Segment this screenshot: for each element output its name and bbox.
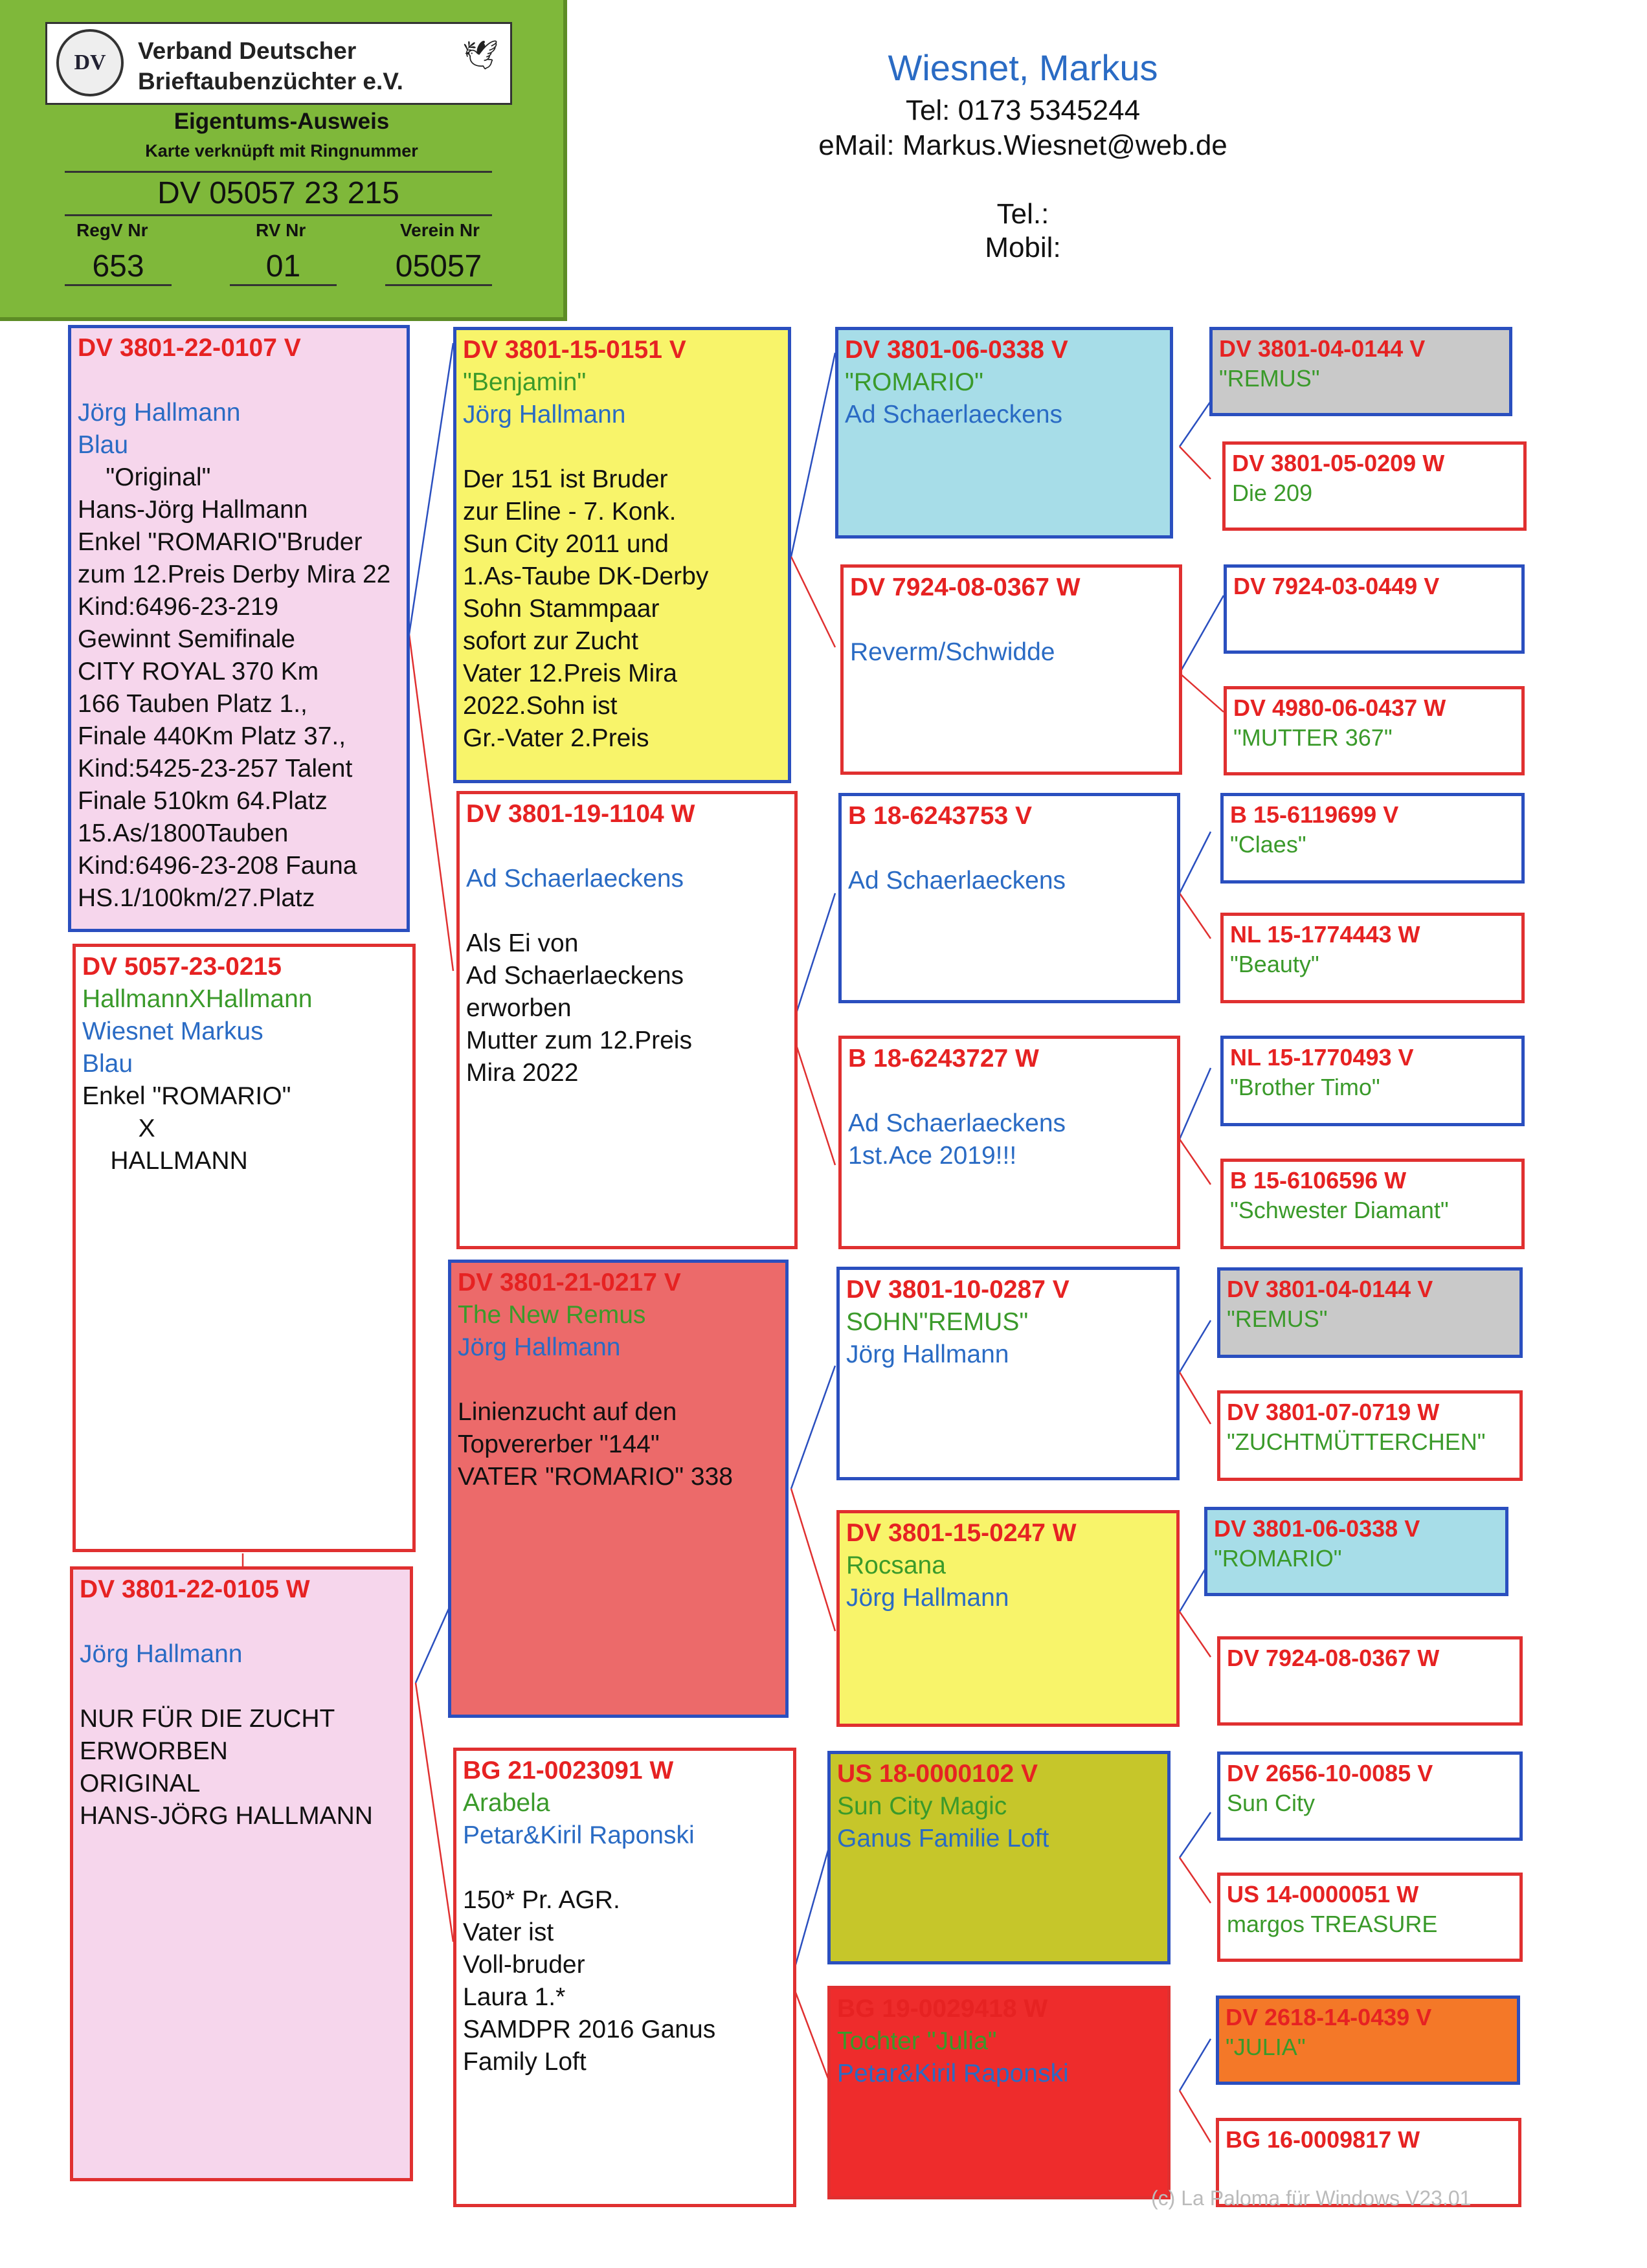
breeder: Jörg Hallmann bbox=[846, 1584, 1009, 1612]
ring-number: DV 3801-06-0338 V bbox=[1214, 1515, 1420, 1542]
ring-number: DV 3801-19-1104 W bbox=[466, 800, 695, 828]
ring-number: DV 3801-05-0209 W bbox=[1232, 450, 1445, 476]
gen3-box bbox=[1217, 1390, 1523, 1481]
breeder: Ad Schaerlaeckens bbox=[466, 865, 684, 893]
gen2-box bbox=[827, 1986, 1171, 2199]
note-line: Sun City 2011 und bbox=[463, 530, 669, 558]
note-line: ORIGINAL bbox=[80, 1770, 201, 1797]
card-ring-number: DV 05057 23 215 bbox=[65, 171, 492, 216]
note-line: 15.As/1800Tauben bbox=[78, 819, 289, 847]
ring-number: DV 3801-15-0247 W bbox=[846, 1519, 1077, 1547]
ring-number: US 14-0000051 W bbox=[1227, 1881, 1419, 1907]
note-line: Hans-Jörg Hallmann bbox=[78, 496, 308, 524]
note-line: Topvererber "144" bbox=[458, 1430, 660, 1458]
gen3-box bbox=[1224, 564, 1525, 654]
org-line-2: Brieftaubenzüchter e.V. bbox=[138, 68, 403, 94]
note-line: Kind:6496-23-219 bbox=[78, 593, 279, 621]
pigeon-name: HallmannXHallmann bbox=[82, 985, 313, 1013]
note-line: HANS-JÖRG HALLMANN bbox=[80, 1802, 373, 1830]
sibling-box bbox=[73, 944, 416, 1552]
ring-number: DV 3801-22-0105 W bbox=[80, 1575, 310, 1603]
note-line: Sohn Stammpaar bbox=[463, 595, 660, 623]
pigeon-name: "Brother Timo" bbox=[1230, 1074, 1380, 1100]
owner-name: Wiesnet, Markus bbox=[888, 47, 1158, 88]
ring-number: B 18-6243727 W bbox=[848, 1045, 1039, 1073]
pigeon-name: margos TREASURE bbox=[1227, 1911, 1438, 1937]
note-line: HS.1/100km/27.Platz bbox=[78, 884, 315, 912]
ring-number: B 18-6243753 V bbox=[848, 802, 1033, 830]
ring-number: NL 15-1770493 V bbox=[1230, 1044, 1414, 1071]
note-line: Family Loft bbox=[463, 2048, 587, 2076]
ring-number: B 15-6119699 V bbox=[1230, 801, 1399, 828]
pigeon-name: "ROMARIO" bbox=[1214, 1545, 1342, 1572]
ring-number: DV 7924-08-0367 W bbox=[1227, 1645, 1440, 1671]
dam-box bbox=[456, 791, 798, 1249]
card-title: Eigentums-Ausweis bbox=[174, 109, 390, 134]
gen3-box bbox=[1220, 913, 1525, 1003]
note-line: sofort zur Zucht bbox=[463, 627, 638, 655]
dam-main-box bbox=[70, 1566, 413, 2181]
value-regv: 653 bbox=[65, 249, 172, 286]
note-line: SAMDPR 2016 Ganus bbox=[463, 2016, 716, 2043]
note-line: 1.As-Taube DK-Derby bbox=[463, 562, 709, 590]
ring-number: DV 7924-03-0449 V bbox=[1233, 573, 1440, 599]
breeder: Ad Schaerlaeckens bbox=[848, 867, 1066, 895]
note-line: HALLMANN bbox=[82, 1147, 248, 1175]
gen3-box bbox=[1220, 793, 1525, 884]
pigeon-name: "ROMARIO" bbox=[845, 368, 984, 396]
breeder: Wiesnet Markus bbox=[82, 1017, 263, 1045]
note-line: Gr.-Vater 2.Preis bbox=[463, 724, 649, 752]
ring-number: DV 3801-15-0151 V bbox=[463, 336, 686, 364]
note-line: 166 Tauben Platz 1., bbox=[78, 690, 308, 718]
pigeon-name: "REMUS" bbox=[1219, 365, 1320, 392]
label-verein: Verein Nr bbox=[400, 220, 480, 240]
pigeon-name: SOHN"REMUS" bbox=[846, 1308, 1029, 1336]
gen2-box bbox=[827, 1751, 1171, 1964]
note-line: Mira 2022 bbox=[466, 1059, 579, 1087]
note-line: erworben bbox=[466, 994, 572, 1022]
note-line: Finale 510km 64.Platz bbox=[78, 787, 328, 815]
value-verein: 05057 bbox=[385, 249, 492, 286]
breeder: Ad Schaerlaeckens bbox=[845, 401, 1063, 428]
breeder: Jörg Hallmann bbox=[458, 1333, 621, 1361]
breeder: Jörg Hallmann bbox=[78, 399, 241, 427]
breeder-note: 1st.Ace 2019!!! bbox=[848, 1142, 1017, 1170]
ring-number: BG 16-0009817 W bbox=[1226, 2126, 1420, 2153]
gen2-box bbox=[836, 1267, 1180, 1480]
pigeon-name: "Benjamin" bbox=[463, 368, 587, 396]
pigeon-icon: 🕊 bbox=[462, 39, 499, 71]
pigeon-name: Arabela bbox=[463, 1789, 550, 1817]
label-regv: RegV Nr bbox=[76, 220, 148, 240]
owner-tel: Tel: 0173 5345244 bbox=[905, 94, 1141, 126]
gen3-box bbox=[1224, 686, 1525, 775]
main-pigeon-box bbox=[68, 325, 410, 932]
ring-number: B 15-6106596 W bbox=[1230, 1167, 1407, 1194]
gen3-box bbox=[1209, 327, 1512, 416]
note-line: Voll-bruder bbox=[463, 1951, 585, 1979]
note-line: VATER "ROMARIO" 338 bbox=[458, 1463, 734, 1491]
note-line: zur Eline - 7. Konk. bbox=[463, 498, 677, 526]
breeder: Petar&Kiril Raponski bbox=[837, 2060, 1069, 2087]
pigeon-name: "Claes" bbox=[1230, 831, 1306, 858]
breeder: Jörg Hallmann bbox=[463, 401, 626, 428]
note-line: Linienzucht auf den bbox=[458, 1398, 677, 1426]
ring-number: DV 3801-04-0144 V bbox=[1227, 1276, 1433, 1302]
pigeon-name: "MUTTER 367" bbox=[1233, 724, 1393, 751]
ring-number: NL 15-1774443 W bbox=[1230, 921, 1420, 948]
ring-number: DV 5057-23-0215 bbox=[82, 953, 282, 981]
sire-box bbox=[453, 327, 791, 783]
card-subtitle: Karte verknüpft mit Ringnummer bbox=[145, 141, 418, 161]
note-line: Vater ist bbox=[463, 1918, 554, 1946]
gen2-box bbox=[838, 793, 1180, 1003]
association-logo-icon: DV bbox=[56, 29, 124, 96]
note-line: Der 151 ist Bruder bbox=[463, 465, 668, 493]
label-rv: RV Nr bbox=[256, 220, 306, 240]
ring-number: DV 2656-10-0085 V bbox=[1227, 1760, 1433, 1786]
dam-dam-box bbox=[453, 1748, 796, 2207]
ring-number: DV 7924-08-0367 W bbox=[850, 573, 1081, 601]
gen2-box bbox=[840, 564, 1182, 775]
breeder: Jörg Hallmann bbox=[846, 1340, 1009, 1368]
note-line: Enkel "ROMARIO"Bruder bbox=[78, 528, 363, 556]
software-footer: (c) La Paloma für Windows V23.01 bbox=[1151, 2186, 1472, 2210]
note-line: Vater 12.Preis Mira bbox=[463, 660, 677, 687]
note-line: X bbox=[82, 1115, 155, 1142]
org-line-1: Verband Deutscher bbox=[138, 38, 357, 64]
color: Blau bbox=[78, 431, 129, 459]
gen3-box bbox=[1217, 1636, 1523, 1726]
pigeon-name: Sun City bbox=[1227, 1790, 1316, 1816]
note-line: zum 12.Preis Derby Mira 22 bbox=[78, 561, 391, 588]
gen3-box bbox=[1217, 1267, 1523, 1358]
pigeon-name: Die 209 bbox=[1232, 480, 1313, 506]
ring-number: DV 3801-10-0287 V bbox=[846, 1276, 1070, 1304]
gen3-box bbox=[1220, 1036, 1525, 1126]
gen3-box bbox=[1216, 1996, 1520, 2085]
owner-mobil: Mobil: bbox=[985, 232, 1061, 263]
note-line: CITY ROYAL 370 Km bbox=[78, 658, 319, 685]
gen3-box bbox=[1217, 1873, 1523, 1962]
ring-number: BG 21-0023091 W bbox=[463, 1757, 674, 1784]
ring-number: DV 4980-06-0437 W bbox=[1233, 695, 1446, 721]
note-line: Gewinnt Semifinale bbox=[78, 625, 295, 653]
note-line: NUR FÜR DIE ZUCHT bbox=[80, 1705, 335, 1733]
owner-tel2: Tel.: bbox=[996, 198, 1049, 230]
ring-number: DV 3801-07-0719 W bbox=[1227, 1399, 1440, 1425]
breeder: Jörg Hallmann bbox=[80, 1640, 243, 1668]
note-line: Ad Schaerlaeckens bbox=[466, 962, 684, 990]
note-line: 150* Pr. AGR. bbox=[463, 1886, 620, 1914]
gen3-box bbox=[1217, 1751, 1523, 1841]
value-rv: 01 bbox=[230, 249, 337, 286]
gen3-box bbox=[1220, 1159, 1525, 1249]
ring-number: DV 3801-21-0217 V bbox=[458, 1269, 681, 1296]
ring-number: DV 2618-14-0439 V bbox=[1226, 2004, 1432, 2030]
note-line: ERWORBEN bbox=[80, 1737, 228, 1765]
pigeon-name: Rocsana bbox=[846, 1551, 946, 1579]
gen3-box bbox=[1204, 1507, 1508, 1596]
pigeon-name: The New Remus bbox=[458, 1301, 646, 1329]
pigeon-name: "REMUS" bbox=[1227, 1306, 1328, 1332]
color: Blau bbox=[82, 1050, 133, 1078]
note-line: Kind:5425-23-257 Talent bbox=[78, 755, 353, 783]
ring-number: DV 3801-04-0144 V bbox=[1219, 335, 1426, 362]
note-line: Laura 1.* bbox=[463, 1983, 566, 2011]
note-line: Mutter zum 12.Preis bbox=[466, 1027, 692, 1054]
pigeon-name: Tochter "Julia" bbox=[837, 2027, 997, 2055]
pigeon-name: "Schwester Diamant" bbox=[1230, 1197, 1449, 1223]
note-line: 2022.Sohn ist bbox=[463, 692, 618, 720]
note-line: Kind:6496-23-208 Fauna bbox=[78, 852, 357, 880]
owner-email: eMail: Markus.Wiesnet@web.de bbox=[818, 129, 1227, 161]
gen3-box bbox=[1222, 441, 1527, 531]
dam-sire-box bbox=[448, 1260, 789, 1718]
ring-number: DV 3801-06-0338 V bbox=[845, 336, 1068, 364]
note-line: Enkel "ROMARIO" bbox=[82, 1082, 291, 1110]
ring-number: DV 3801-22-0107 V bbox=[78, 334, 301, 362]
ring-number: BG 19-0029418 W bbox=[837, 1995, 1048, 2023]
note-line: Als Ei von bbox=[466, 929, 579, 957]
pigeon-name: Sun City Magic bbox=[837, 1792, 1007, 1820]
breeder: Ganus Familie Loft bbox=[837, 1825, 1049, 1852]
gen2-box bbox=[838, 1036, 1180, 1249]
ring-number: US 18-0000102 V bbox=[837, 1760, 1038, 1788]
note-line: "Original" bbox=[78, 463, 211, 491]
gen2-box bbox=[835, 327, 1173, 539]
pigeon-name: "JULIA" bbox=[1226, 2034, 1306, 2060]
pigeon-name: "ZUCHTMÜTTERCHEN" bbox=[1227, 1429, 1486, 1455]
breeder: Ad Schaerlaeckens bbox=[848, 1109, 1066, 1137]
pigeon-name: "Beauty" bbox=[1230, 951, 1319, 977]
breeder: Petar&Kiril Raponski bbox=[463, 1821, 695, 1849]
breeder: Reverm/Schwidde bbox=[850, 638, 1055, 666]
gen2-box bbox=[836, 1510, 1180, 1727]
note-line: Finale 440Km Platz 37., bbox=[78, 722, 346, 750]
